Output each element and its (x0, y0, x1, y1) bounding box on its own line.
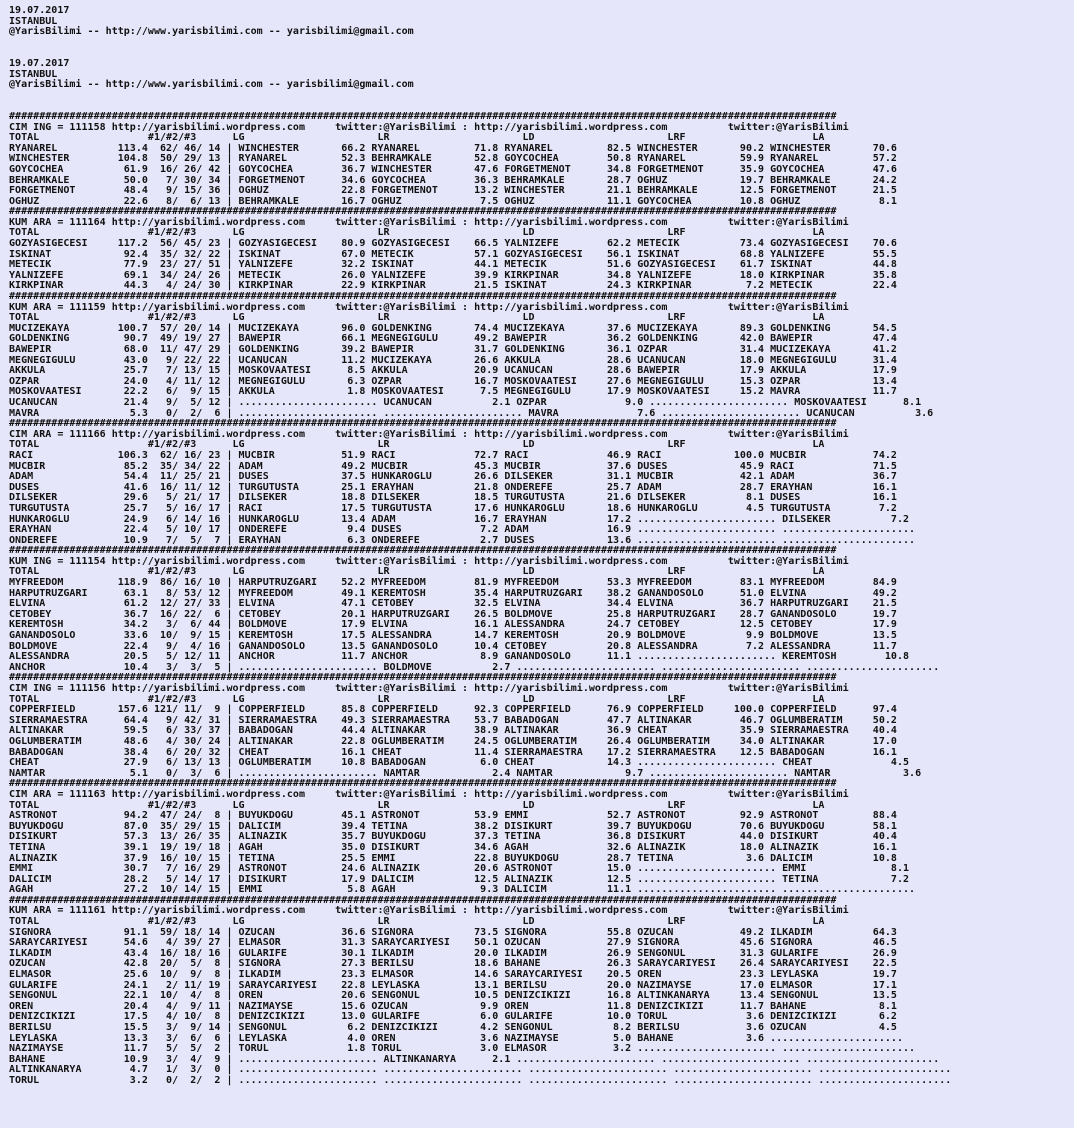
report-line: @YarisBilimi -- http://www.yarisbilimi.com -- yarisbilimi@gmail.com (9, 26, 414, 38)
race-report-document (9, 6, 951, 1087)
report-line: BEHRAMKALE 50.0 7/ 30/ 34 | FORGETMENOT 34.6 GOYCOCHEA 36.3 BEHRAMKALE 28.7 OGHUZ 19.7 BEHRAMKALE 24.2 (9, 174, 897, 186)
section-separator: ######################################################################################################################################### (9, 778, 837, 790)
report-line: OGLUMBERATIM 48.6 4/ 30/ 24 | ALTINAKAR 22.8 OGLUMBERATIM 24.5 OGLUMBERATIM 26.4 OGLUMBERATIM 34.0 ALTINAKAR 17.0 (9, 735, 897, 747)
report-line: 19.07.2017 (9, 57, 70, 69)
report-line: @YarisBilimi -- http://www.yarisbilimi.com -- yarisbilimi@gmail.com (9, 79, 414, 91)
section-separator: ######################################################################################################################################### (9, 672, 837, 684)
report-line: COPPERFIELD 157.6 121/ 11/ 9 | COPPERFIELD 85.8 COPPERFIELD 92.3 COPPERFIELD 76.9 COPPERFIELD 100.0 COPPERFIELD 97.4 (9, 704, 897, 716)
report-line: SENGONUL 22.1 10/ 4/ 8 | OREN 20.6 SENGONUL 10.5 DENIZCIKIZI 16.8 ALTINKANARYA 13.4 SENGONUL 13.5 (9, 990, 897, 1002)
report-line: METECIK 77.9 23/ 27/ 51 | YALNIZEFE 32.2 ISKINAT 44.1 METECIK 51.6 GOZYASIGECESI 61.7 ISKINAT 44.8 (9, 259, 897, 271)
report-line: TORUL 3.2 0/ 2/ 2 | ....................... ....................... ....................... ....................... ...................... (9, 1074, 952, 1086)
report-line: DALICIM 28.2 5/ 14/ 17 | DISIKURT 17.9 DALICIM 12.5 ALINAZIK 12.5 ....................... TETINA 7.2 (9, 873, 910, 885)
report-line: AGAH 27.2 10/ 14/ 15 | EMMI 5.8 AGAH 9.3 DALICIM 11.1 ....................... ...................... (9, 884, 916, 896)
column-header: TOTAL #1/#2/#3 LG LR LD LRF LA (9, 439, 825, 451)
report-line: GANANDOSOLO 33.6 10/ 9/ 15 | KEREMTOSH 17.5 ALESSANDRA 14.7 KEREMTOSH 20.9 BOLDMOVE 9.9 BOLDMOVE 13.5 (9, 630, 897, 642)
report-line: BAHANE 10.9 3/ 4/ 9 | ....................... ALTINKANARYA 2.1 ....................... ....................... ...................... (9, 1053, 940, 1065)
column-header: TOTAL #1/#2/#3 LG LR LD LRF LA (9, 566, 825, 578)
report-line: OREN 20.4 4/ 9/ 11 | NAZIMAYSE 15.6 OZUCAN 9.9 OREN 11.8 DENIZCIKIZI 11.7 BAHANE 8.1 (9, 1000, 897, 1012)
report-line: WINCHESTER 104.8 50/ 29/ 13 | RYANAREL 52.3 BEHRAMKALE 52.8 GOYCOCHEA 50.8 RYANAREL 59.9 RYANAREL 57.2 (9, 153, 897, 165)
report-line: MEGNEGIGULU 43.0 9/ 22/ 22 | UCANUCAN 11.2 MUCIZEKAYA 26.6 AKKULA 28.6 UCANUCAN 18.0 MEGNEGIGULU 31.4 (9, 354, 897, 366)
report-line: BUYUKDOGU 87.0 35/ 29/ 15 | DALICIM 39.4 TETINA 38.2 DISIKURT 39.7 BUYUKDOGU 70.6 BUYUKDOGU 58.1 (9, 820, 897, 832)
report-line: FORGETMENOT 48.4 9/ 15/ 36 | OGHUZ 22.8 FORGETMENOT 13.2 WINCHESTER 21.1 BEHRAMKALE 12.5 FORGETMENOT 21.5 (9, 185, 897, 197)
report-line: ISTANBUL (9, 15, 58, 27)
report-line: NAZIMAYSE 11.7 5/ 5/ 2 | TORUL 1.8 TORUL 3.0 ELMASOR 3.2 ....................... ...................... (9, 1043, 916, 1055)
column-header: TOTAL #1/#2/#3 LG LR LD LRF LA (9, 916, 825, 928)
report-line: CETOBEY 36.7 16/ 22/ 6 | CETOBEY 20.1 HARPUTRUZGARI 26.5 BOLDMOVE 25.8 HARPUTRUZGARI 28.7 GANANDOSOLO 19.7 (9, 608, 897, 620)
report-line: ALTINKANARYA 4.7 1/ 3/ 0 | ....................... ....................... ....................... ....................... ...................... (9, 1064, 952, 1076)
report-line: ISKINAT 92.4 35/ 32/ 22 | ISKINAT 67.0 METECIK 57.1 GOZYASIGECESI 56.1 ISKINAT 68.8 YALNIZEFE 55.5 (9, 248, 897, 260)
race-header: CIM ING = 111156 http://yarisbilimi.wordpress.com twitter:@YarisBilimi : http://yarisbilimi.wordpress.com twitter:@YarisBilimi (9, 683, 849, 694)
blank-line (9, 48, 951, 59)
report-line: AKKULA 25.7 7/ 13/ 15 | MOSKOVAATESI 8.5 AKKULA 20.9 UCANUCAN 28.6 BAWEPIR 17.9 AKKULA 17.9 (9, 365, 897, 377)
report-line: 19.07.2017 (9, 5, 70, 16)
report-line: MUCIZEKAYA 100.7 57/ 20/ 14 | MUCIZEKAYA 96.0 GOLDENKING 74.4 MUCIZEKAYA 37.6 MUCIZEKAYA 89.3 GOLDENKING 54.5 (9, 322, 897, 334)
report-line: BOLDMOVE 22.4 9/ 4/ 16 | GANANDOSOLO 13.5 GANANDOSOLO 10.4 CETOBEY 20.8 ALESSANDRA 7.2 ALESSANDRA 11.7 (9, 640, 897, 652)
report-line: SARAYCARIYESI 54.6 4/ 39/ 27 | ELMASOR 31.3 SARAYCARIYESI 50.1 OZUCAN 27.9 SIGNORA 45.6 SIGNORA 46.5 (9, 937, 897, 949)
race-header: CIM ARA = 111163 http://yarisbilimi.wordpress.com twitter:@YarisBilimi : http://yarisbilimi.wordpress.com twitter:@YarisBilimi (9, 788, 849, 800)
column-header: TOTAL #1/#2/#3 LG LR LD LRF LA (9, 799, 825, 811)
report-line: MUCBIR 85.2 35/ 34/ 22 | ADAM 49.2 MUCBIR 45.3 MUCBIR 37.6 DUSES 45.9 RACI 71.5 (9, 460, 897, 472)
section-separator: ######################################################################################################################################### (9, 545, 837, 557)
report-line: UCANUCAN 21.4 9/ 5/ 12 | ....................... UCANUCAN 2.1 OZPAR 9.0 ....................... MOSKOVAATESI 8.1 (9, 396, 922, 408)
section-separator: ######################################################################################################################################### (9, 894, 837, 906)
report-line: ONDEREFE 10.9 7/ 5/ 7 | ERAYHAN 6.3 ONDEREFE 2.7 DUSES 13.6 ....................... ...................... (9, 534, 916, 546)
report-line: LEYLASKA 13.3 3/ 6/ 6 | LEYLASKA 4.0 OREN 3.6 NAZIMAYSE 5.0 BAHANE 3.6 ...................... (9, 1032, 903, 1044)
report-line: OGHUZ 22.6 8/ 6/ 13 | BEHRAMKALE 16.7 OGHUZ 7.5 OGHUZ 11.1 GOYCOCHEA 10.8 OGHUZ 8.1 (9, 195, 897, 207)
report-line: ALTINAKAR 59.5 6/ 33/ 37 | BABADOGAN 44.4 ALTINAKAR 38.9 ALTINAKAR 36.9 CHEAT 35.9 SIERRAMAESTRA 40.4 (9, 725, 897, 737)
report-line: ANCHOR 10.4 3/ 3/ 5 | ....................... BOLDMOVE 2.7 ....................... ....................... ...................... (9, 661, 940, 673)
section-separator: ######################################################################################################################################### (9, 206, 837, 218)
report-line: SIGNORA 91.1 59/ 18/ 14 | OZUCAN 36.6 SIGNORA 73.5 SIGNORA 55.8 OZUCAN 49.2 ILKADIM 64.3 (9, 926, 897, 938)
report-line: EMMI 30.7 7/ 16/ 29 | ASTRONOT 24.6 ALINAZIK 20.6 ASTRONOT 15.0 ....................... EMMI 8.1 (9, 863, 910, 875)
report-line: DILSEKER 29.6 5/ 21/ 17 | DILSEKER 18.8 DILSEKER 18.5 TURGUTUSTA 21.6 DILSEKER 8.1 DUSES 16.1 (9, 492, 897, 504)
race-header: KUM ARA = 111161 http://yarisbilimi.wordpress.com twitter:@YarisBilimi : http://yarisbilimi.wordpress.com twitter:@YarisBilimi (9, 905, 849, 917)
report-line: NAMTAR 5.1 0/ 3/ 6 | ....................... NAMTAR 2.4 NAMTAR 9.7 ....................... NAMTAR 3.6 (9, 767, 922, 779)
report-line: KIRKPINAR 44.3 4/ 24/ 30 | KIRKPINAR 22.9 KIRKPINAR 21.5 ISKINAT 24.3 KIRKPINAR 7.2 METECIK 22.4 (9, 280, 897, 292)
report-line: GOLDENKING 90.7 49/ 19/ 27 | BAWEPIR 66.1 MEGNEGIGULU 49.2 BAWEPIR 36.2 GOLDENKING 42.0 BAWEPIR 47.4 (9, 333, 897, 345)
column-header: TOTAL #1/#2/#3 LG LR LD LRF LA (9, 227, 825, 239)
race-header: KUM ARA = 111159 http://yarisbilimi.wordpress.com twitter:@YarisBilimi : http://yarisbilimi.wordpress.com twitter:@YarisBilimi (9, 301, 849, 313)
report-line: RACI 106.3 62/ 16/ 23 | MUCBIR 51.9 RACI 72.7 RACI 46.9 RACI 100.0 MUCBIR 74.2 (9, 449, 897, 461)
blank-line (9, 91, 951, 102)
report-line: SIERRAMAESTRA 64.4 9/ 42/ 31 | SIERRAMAESTRA 49.3 SIERRAMAESTRA 53.7 BABADOGAN 47.7 ALTINAKAR 46.7 OGLUMBERATIM 50.2 (9, 714, 897, 726)
report-line: GULARIFE 24.1 2/ 11/ 19 | SARAYCARIYESI 22.8 LEYLASKA 13.1 BERILSU 20.0 NAZIMAYSE 17.0 ELMASOR 17.1 (9, 979, 897, 991)
report-line: HARPUTRUZGARI 63.1 8/ 53/ 12 | MYFREEDOM 49.1 KEREMTOSH 35.4 HARPUTRUZGARI 38.2 GANANDOSOLO 51.0 ELVINA 49.2 (9, 587, 897, 599)
report-line: HUNKAROGLU 24.9 6/ 14/ 16 | HUNKAROGLU 13.4 ADAM 16.7 ERAYHAN 17.2 ....................... DILSEKER 7.2 (9, 513, 910, 525)
report-line: DISIKURT 57.3 13/ 26/ 35 | ALINAZIK 35.7 BUYUKDOGU 37.3 TETINA 36.8 DISIKURT 44.0 DISIKURT 40.4 (9, 831, 897, 843)
report-line: TETINA 39.1 19/ 19/ 18 | AGAH 35.0 DISIKURT 34.6 AGAH 32.6 ALINAZIK 18.0 ALINAZIK 16.1 (9, 841, 897, 853)
report-line: DENIZCIKIZI 17.5 4/ 10/ 8 | DENIZCIKIZI 13.0 GULARIFE 6.0 GULARIFE 10.0 TORUL 3.6 DENIZCIKIZI 6.2 (9, 1011, 897, 1023)
race-header: CIM ARA = 111166 http://yarisbilimi.wordpress.com twitter:@YarisBilimi : http://yarisbilimi.wordpress.com twitter:@YarisBilimi (9, 428, 849, 440)
report-line: ALINAZIK 37.9 16/ 10/ 15 | TETINA 25.5 EMMI 22.8 BUYUKDOGU 28.7 TETINA 3.6 DALICIM 10.8 (9, 852, 897, 864)
report-line: GOZYASIGECESI 117.2 56/ 45/ 23 | GOZYASIGECESI 80.9 GOZYASIGECESI 66.5 YALNIZEFE 62.2 METECIK 73.4 GOZYASIGECESI 70.6 (9, 238, 897, 250)
report-line: RYANAREL 113.4 62/ 46/ 14 | WINCHESTER 66.2 RYANAREL 71.8 RYANAREL 82.5 WINCHESTER 90.2 WINCHESTER 70.6 (9, 142, 897, 154)
section-separator: ######################################################################################################################################### (9, 110, 837, 122)
report-line: ILKADIM 43.4 16/ 18/ 16 | GULARIFE 30.1 ILKADIM 20.0 ILKADIM 26.9 SENGONUL 31.3 GULARIFE 26.9 (9, 947, 897, 959)
column-header: TOTAL #1/#2/#3 LG LR LD LRF LA (9, 693, 825, 705)
race-header: KUM ING = 111154 http://yarisbilimi.wordpress.com twitter:@YarisBilimi : http://yarisbilimi.wordpress.com twitter:@YarisBilimi (9, 555, 849, 567)
section-separator: ######################################################################################################################################### (9, 418, 837, 430)
report-line: ISTANBUL (9, 68, 58, 80)
report-line: ADAM 54.4 11/ 25/ 21 | DUSES 37.5 HUNKAROGLU 26.6 DILSEKER 31.1 MUCBIR 42.1 ADAM 36.7 (9, 471, 897, 483)
report-line: ALESSANDRA 20.5 5/ 12/ 11 | ANCHOR 11.7 ANCHOR 8.9 GANANDOSOLO 11.1 ....................... KEREMTOSH 10.8 (9, 651, 910, 663)
report-line: OZUCAN 42.8 20/ 5/ 8 | SIGNORA 27.3 BERILSU 18.6 BAHANE 26.3 SARAYCARIYESI 26.4 SARAYCARIYESI 22.5 (9, 958, 897, 970)
section-separator: ######################################################################################################################################### (9, 291, 837, 303)
report-line: BAWEPIR 68.0 11/ 47/ 29 | GOLDENKING 39.2 BAWEPIR 31.7 GOLDENKING 36.1 OZPAR 31.4 MUCIZEKAYA 41.2 (9, 344, 897, 355)
report-line: ERAYHAN 22.4 5/ 10/ 17 | ONDEREFE 9.4 DUSES 7.2 ADAM 16.9 ....................... ...................... (9, 524, 916, 536)
report-line: KEREMTOSH 34.2 3/ 6/ 44 | BOLDMOVE 17.9 ELVINA 16.1 ALESSANDRA 24.7 CETOBEY 12.5 CETOBEY 17.9 (9, 619, 897, 631)
race-header: KUM ARA = 111164 http://yarisbilimi.wordpress.com twitter:@YarisBilimi : http://yarisbilimi.wordpress.com twitter:@YarisBilimi (9, 216, 849, 228)
report-line: YALNIZEFE 69.1 34/ 24/ 26 | METECIK 26.0 YALNIZEFE 39.9 KIRKPINAR 34.8 YALNIZEFE 18.0 KIRKPINAR 35.8 (9, 269, 897, 281)
report-line: ELVINA 61.2 12/ 27/ 33 | ELVINA 47.1 CETOBEY 32.5 ELVINA 34.4 ELVINA 36.7 HARPUTRUZGARI 21.5 (9, 598, 897, 610)
report-line: ASTRONOT 94.2 47/ 24/ 8 | BUYUKDOGU 45.1 ASTRONOT 53.9 EMMI 52.7 ASTRONOT 92.9 ASTRONOT 88.4 (9, 810, 897, 822)
report-line: GOYCOCHEA 61.9 16/ 26/ 42 | GOYCOCHEA 36.7 WINCHESTER 47.6 FORGETMENOT 34.8 FORGETMENOT 35.9 GOYCOCHEA 47.6 (9, 163, 897, 175)
report-line: TURGUTUSTA 25.7 5/ 16/ 17 | RACI 17.5 TURGUTUSTA 17.6 HUNKAROGLU 18.6 HUNKAROGLU 4.5 TURGUTUSTA 7.2 (9, 502, 897, 514)
blank-line (9, 38, 951, 49)
report-line: CHEAT 27.9 6/ 13/ 13 | OGLUMBERATIM 10.8 BABADOGAN 6.0 CHEAT 14.3 ....................... CHEAT 4.5 (9, 757, 910, 769)
report-line: MYFREEDOM 118.9 86/ 16/ 10 | HARPUTRUZGARI 52.2 MYFREEDOM 81.9 MYFREEDOM 53.3 MYFREEDOM 83.1 MYFREEDOM 84.9 (9, 577, 897, 589)
report-line: DUSES 41.6 16/ 11/ 12 | TURGUTUSTA 25.1 ERAYHAN 21.8 ONDEREFE 25.7 ADAM 28.7 ERAYHAN 16.1 (9, 481, 897, 493)
report-line: BABADOGAN 38.4 6/ 20/ 32 | CHEAT 16.1 CHEAT 11.4 SIERRAMAESTRA 17.2 SIERRAMAESTRA 12.5 BABADOGAN 16.1 (9, 746, 897, 758)
column-header: TOTAL #1/#2/#3 LG LR LD LRF LA (9, 312, 825, 324)
race-header: CIM ING = 111158 http://yarisbilimi.wordpress.com twitter:@YarisBilimi : http://yarisbilimi.wordpress.com twitter:@YarisBilimi (9, 121, 849, 133)
report-line: MAVRA 5.3 0/ 2/ 6 | ....................... ....................... MAVRA 7.6 ....................... UCANUCAN 3.6 (9, 407, 934, 419)
report-line: ELMASOR 25.6 10/ 9/ 8 | ILKADIM 23.3 ELMASOR 14.6 SARAYCARIYESI 20.5 OREN 23.3 LEYLASKA 19.7 (9, 969, 897, 981)
report-line: MOSKOVAATESI 22.2 6/ 9/ 15 | AKKULA 1.8 MOSKOVAATESI 7.5 MEGNEGIGULU 17.9 MOSKOVAATESI 15.2 MAVRA 11.7 (9, 386, 897, 398)
column-header: TOTAL #1/#2/#3 LG LR LD LRF LA (9, 132, 825, 144)
report-line: BERILSU 15.5 3/ 9/ 14 | SENGONUL 6.2 DENIZCIKIZI 4.2 SENGONUL 8.2 BERILSU 3.6 OZUCAN 4.5 (9, 1022, 897, 1033)
report-line: OZPAR 24.0 4/ 11/ 12 | MEGNEGIGULU 6.3 OZPAR 16.7 MOSKOVAATESI 27.6 MEGNEGIGULU 15.3 OZPAR 13.4 (9, 375, 897, 387)
